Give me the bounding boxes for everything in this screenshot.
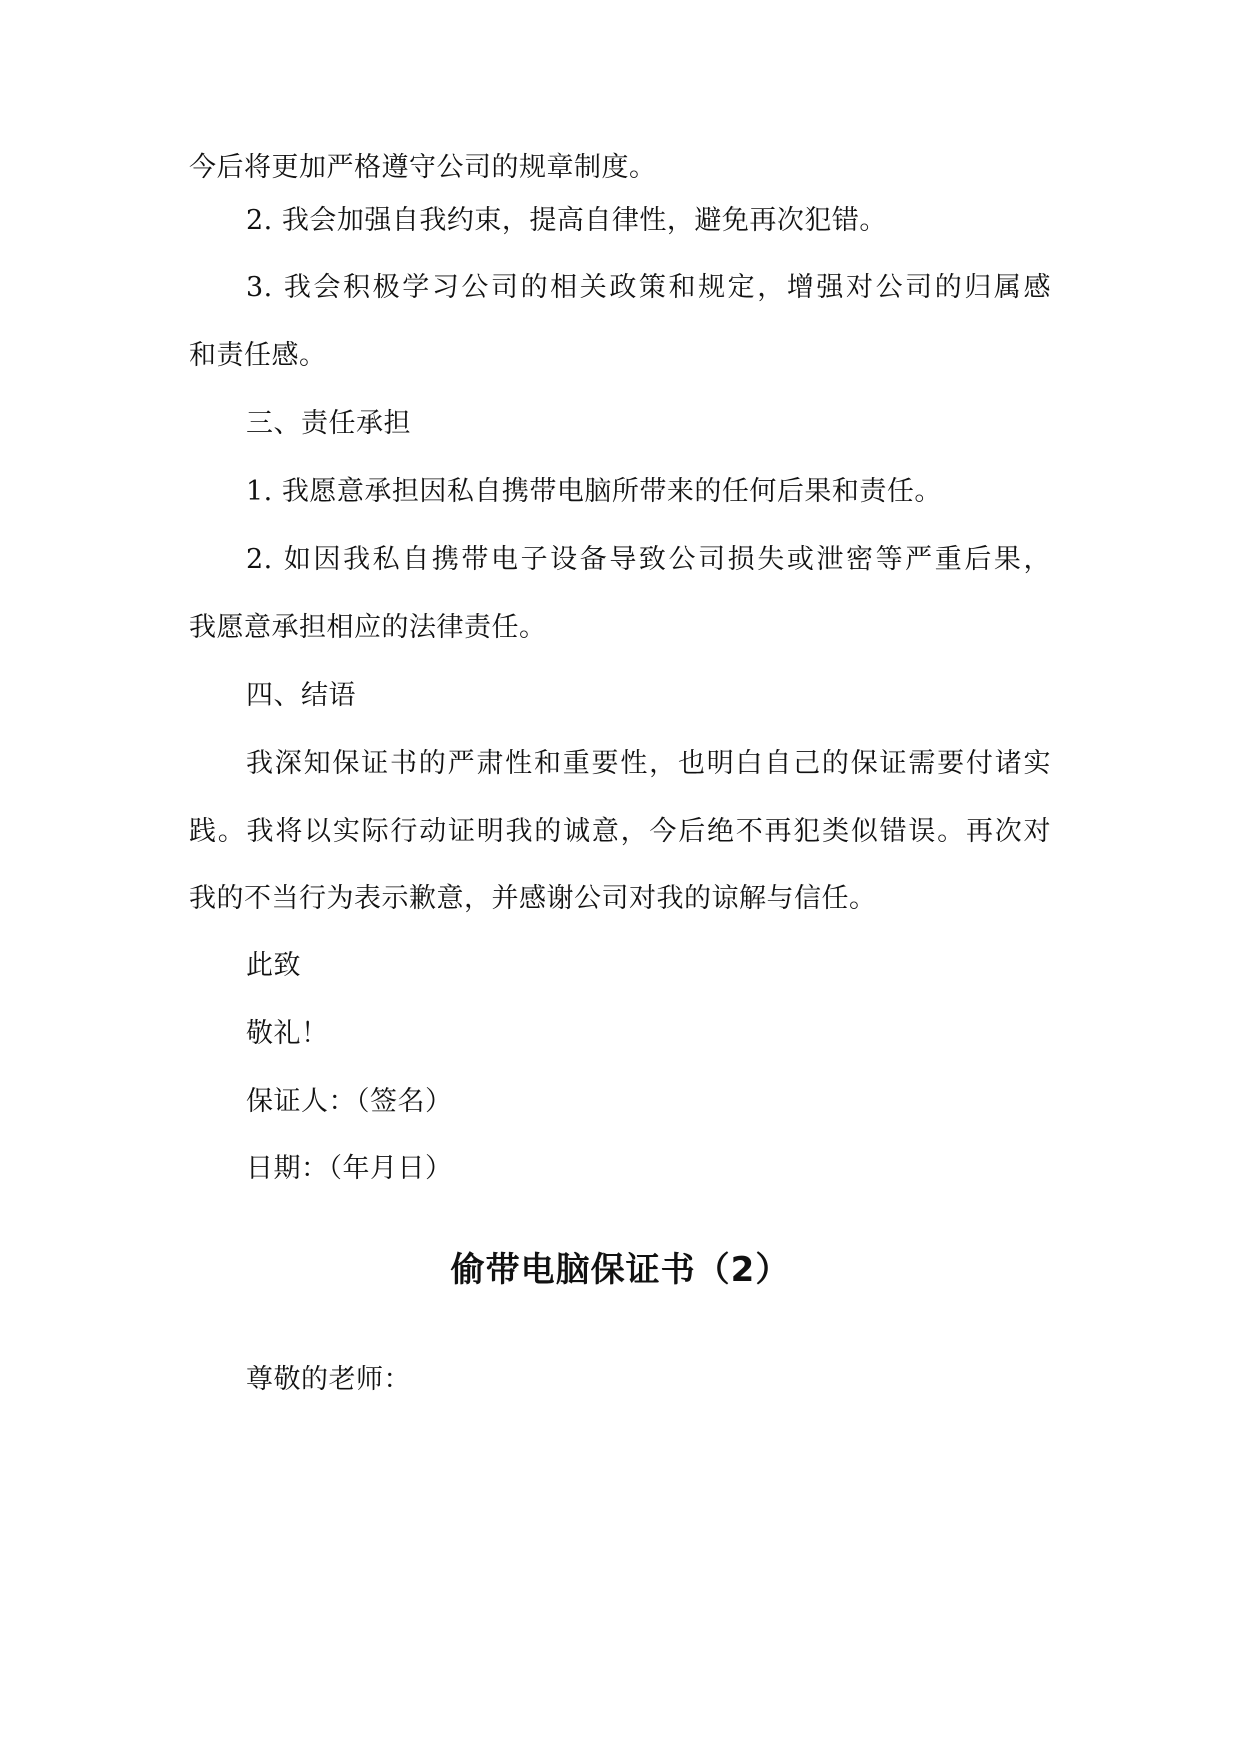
guarantor-signature-line: 保证人：（签名） bbox=[246, 1086, 453, 1117]
conclusion-line-2: 践。我将以实际行动证明我的诚意，今后绝不再犯类似错误。再次对 bbox=[189, 816, 1051, 847]
list-item-3-line-2: 和责任感。 bbox=[189, 340, 327, 371]
section-heading-conclusion: 四、结语 bbox=[246, 680, 356, 711]
document-title: 偷带电脑保证书（2） bbox=[450, 1250, 791, 1290]
list-item-1: 1. 我愿意承担因私自携带电脑所带来的任何后果和责任。 bbox=[246, 476, 942, 507]
list-item-3-line-1: 3. 我会积极学习公司的相关政策和规定，增强对公司的归属感 bbox=[246, 272, 1051, 303]
salutation: 尊敬的老师： bbox=[246, 1364, 411, 1395]
closing-salute: 敬礼！ bbox=[246, 1018, 329, 1049]
list-item-2b-line-1: 2. 如因我私自携带电子设备导致公司损失或泄密等严重后果， bbox=[246, 544, 1051, 575]
list-item-2: 2. 我会加强自我约束，提高自律性，避免再次犯错。 bbox=[246, 205, 887, 236]
date-line: 日期：（年月日） bbox=[246, 1153, 453, 1184]
closing-greeting: 此致 bbox=[246, 950, 301, 981]
conclusion-line-3: 我的不当行为表示歉意，并感谢公司对我的谅解与信任。 bbox=[189, 883, 877, 914]
conclusion-line-1: 我深知保证书的严肃性和重要性，也明白自己的保证需要付诸实 bbox=[246, 748, 1051, 779]
section-heading-responsibility: 三、责任承担 bbox=[246, 408, 411, 439]
paragraph-line-1: 今后将更加严格遵守公司的规章制度。 bbox=[189, 152, 657, 183]
list-item-2b-line-2: 我愿意承担相应的法律责任。 bbox=[189, 612, 547, 643]
